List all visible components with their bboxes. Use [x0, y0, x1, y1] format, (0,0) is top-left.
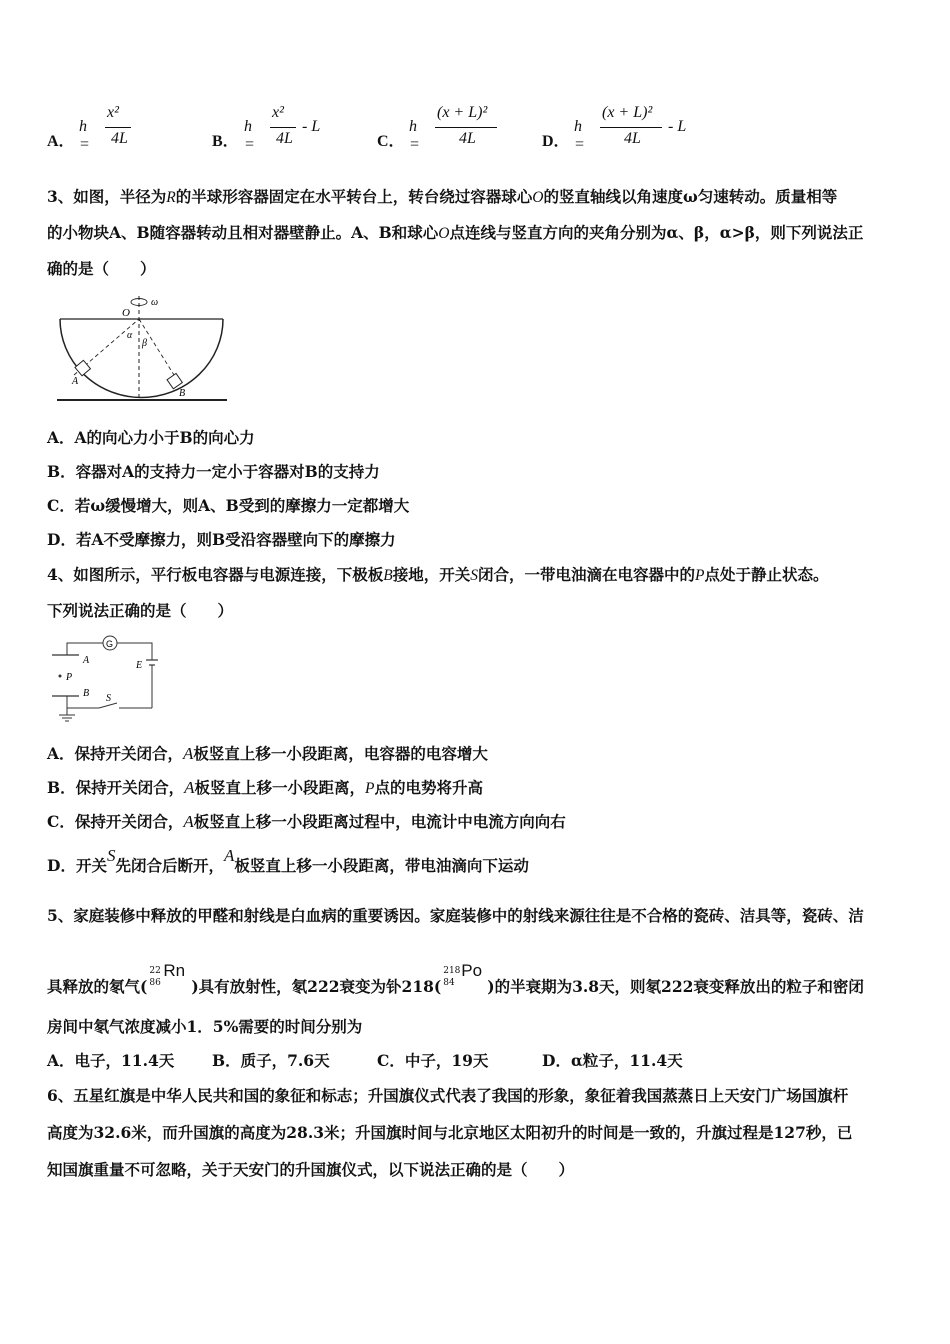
- q3-option-d[interactable]: D．若A不受摩擦力，则B受沿容器壁向下的摩擦力: [47, 530, 396, 549]
- q5-stem-line1: 5、家庭装修中释放的甲醛和射线是白血病的重要诱因。家庭装修中的射线来源往往是不合格的瓷砖、洁具等，瓷砖、洁: [47, 906, 864, 925]
- nuclide-po: 218 84 Po: [443, 961, 483, 988]
- label-beta: β: [142, 338, 147, 349]
- option-label: A．: [47, 133, 75, 150]
- oil-drop: [59, 675, 62, 678]
- q5-option-b[interactable]: B．质子，7.6天: [212, 1051, 330, 1070]
- q3-option-a[interactable]: A．A的向心力小于B的向心力: [47, 428, 255, 447]
- svg-text:A: A: [83, 655, 90, 666]
- denominator: 4L: [111, 130, 128, 147]
- q4-option-a[interactable]: A．保持开关闭合，A板竖直上移一小段距离，电容器的电容增大: [47, 744, 488, 763]
- q3-option-b[interactable]: B．容器对A的支持力一定小于容器对B的支持力: [47, 462, 380, 481]
- block-b: [167, 373, 182, 388]
- formula-tail: - L: [302, 118, 321, 135]
- q3-stem-line3: 确的是（ ）: [47, 259, 156, 278]
- q5-stem-line2: 具释放的氡气( 22 86 Rn )具有放射性，氡222衰变为钋218( 218 84 Po )的半衰期为3.8天，则氡222衰变释放出的粒子和密闭: [47, 961, 864, 996]
- denominator: 4L: [276, 130, 293, 147]
- q5-option-a[interactable]: A．电子，11.4天: [47, 1051, 175, 1070]
- q4-option-b[interactable]: B．保持开关闭合，A板竖直上移一小段距离，P点的电势将升高: [47, 778, 483, 797]
- svg-text:P: P: [66, 672, 73, 683]
- q4-capacitor-circuit-figure: [47, 630, 162, 725]
- q4-option-d[interactable]: D．开关S先闭合后断开，A板竖直上移一小段距离，带电油滴向下运动: [47, 846, 529, 875]
- q5-stem-line3: 房间中氡气浓度减小1．5%需要的时间分别为: [47, 1017, 363, 1036]
- q4-stem-line2: 下列说法正确的是（ ）: [47, 601, 234, 620]
- svg-text:B: B: [83, 688, 90, 699]
- block-a: [75, 360, 90, 375]
- q5-option-c[interactable]: C．中子，19天: [377, 1051, 489, 1070]
- formula-tail: - L: [668, 118, 687, 135]
- q6-stem-line2: 高度为32.6米，而升国旗的高度为28.3米；升国旗时间与北京地区太阳初升的时间是一致的，升旗过程是127秒，已: [47, 1123, 853, 1142]
- q4-option-c[interactable]: C．保持开关闭合，A板竖直上移一小段距离过程中，电流计中电流方向向右: [47, 812, 566, 831]
- label-b: B: [179, 388, 186, 399]
- q3-option-c[interactable]: C．若ω缓慢增大，则A、B受到的摩擦力一定都增大: [47, 496, 410, 515]
- label-a: A: [72, 376, 79, 387]
- denominator: 4L: [459, 130, 476, 147]
- option-label: C．: [377, 133, 405, 150]
- q6-stem-line3: 知国旗重量不可忽略，关于天安门的升国旗仪式，以下说法正确的是（ ）: [47, 1160, 575, 1179]
- svg-text:E: E: [136, 660, 143, 671]
- q2-options: A． h = x² 4L B． h = x² 4L - L C． h = (x + L)² 4L D． h = (x + L)² 4L - L: [47, 104, 687, 153]
- nuclide-rn: 22 86 Rn: [149, 961, 186, 988]
- hemisphere-bowl: [60, 319, 223, 397]
- numerator: (x + L)²: [602, 104, 653, 121]
- numerator: (x + L)²: [437, 104, 488, 121]
- q3-stem-line1: 3、如图，半径为R的半球形容器固定在水平转台上，转台绕过容器球心O的竖直轴线以角速度ω匀速转动。质量相等: [47, 187, 838, 206]
- q5-option-d[interactable]: D．α粒子，11.4天: [542, 1051, 683, 1070]
- numerator: x²: [272, 104, 284, 121]
- option-label: B．: [212, 133, 239, 150]
- label-omega: ω: [151, 297, 159, 308]
- q3-stem-line2: 的小物块A、B随容器转动且相对器壁静止。A、B和球心O点连线与竖直方向的夹角分别为α、β，α>β，则下列说法正: [47, 223, 864, 242]
- numerator: x²: [107, 104, 119, 121]
- option-label: D．: [542, 133, 570, 150]
- q4-stem-line1: 4、如图所示，平行板电容器与电源连接，下极板B接地，开关S闭合，一带电油滴在电容器中的P点处于静止状态。: [47, 565, 829, 584]
- label-alpha: α: [127, 330, 133, 341]
- svg-text:G: G: [106, 639, 114, 649]
- denominator: 4L: [624, 130, 641, 147]
- label-o: O: [122, 307, 130, 319]
- q6-stem-line1: 6、五星红旗是中华人民共和国的象征和标志；升国旗仪式代表了我国的形象，象征着我国蒸蒸日上天安门广场国旗杆: [47, 1086, 849, 1105]
- q3-hemisphere-figure: [55, 290, 230, 408]
- svg-text:S: S: [106, 693, 111, 704]
